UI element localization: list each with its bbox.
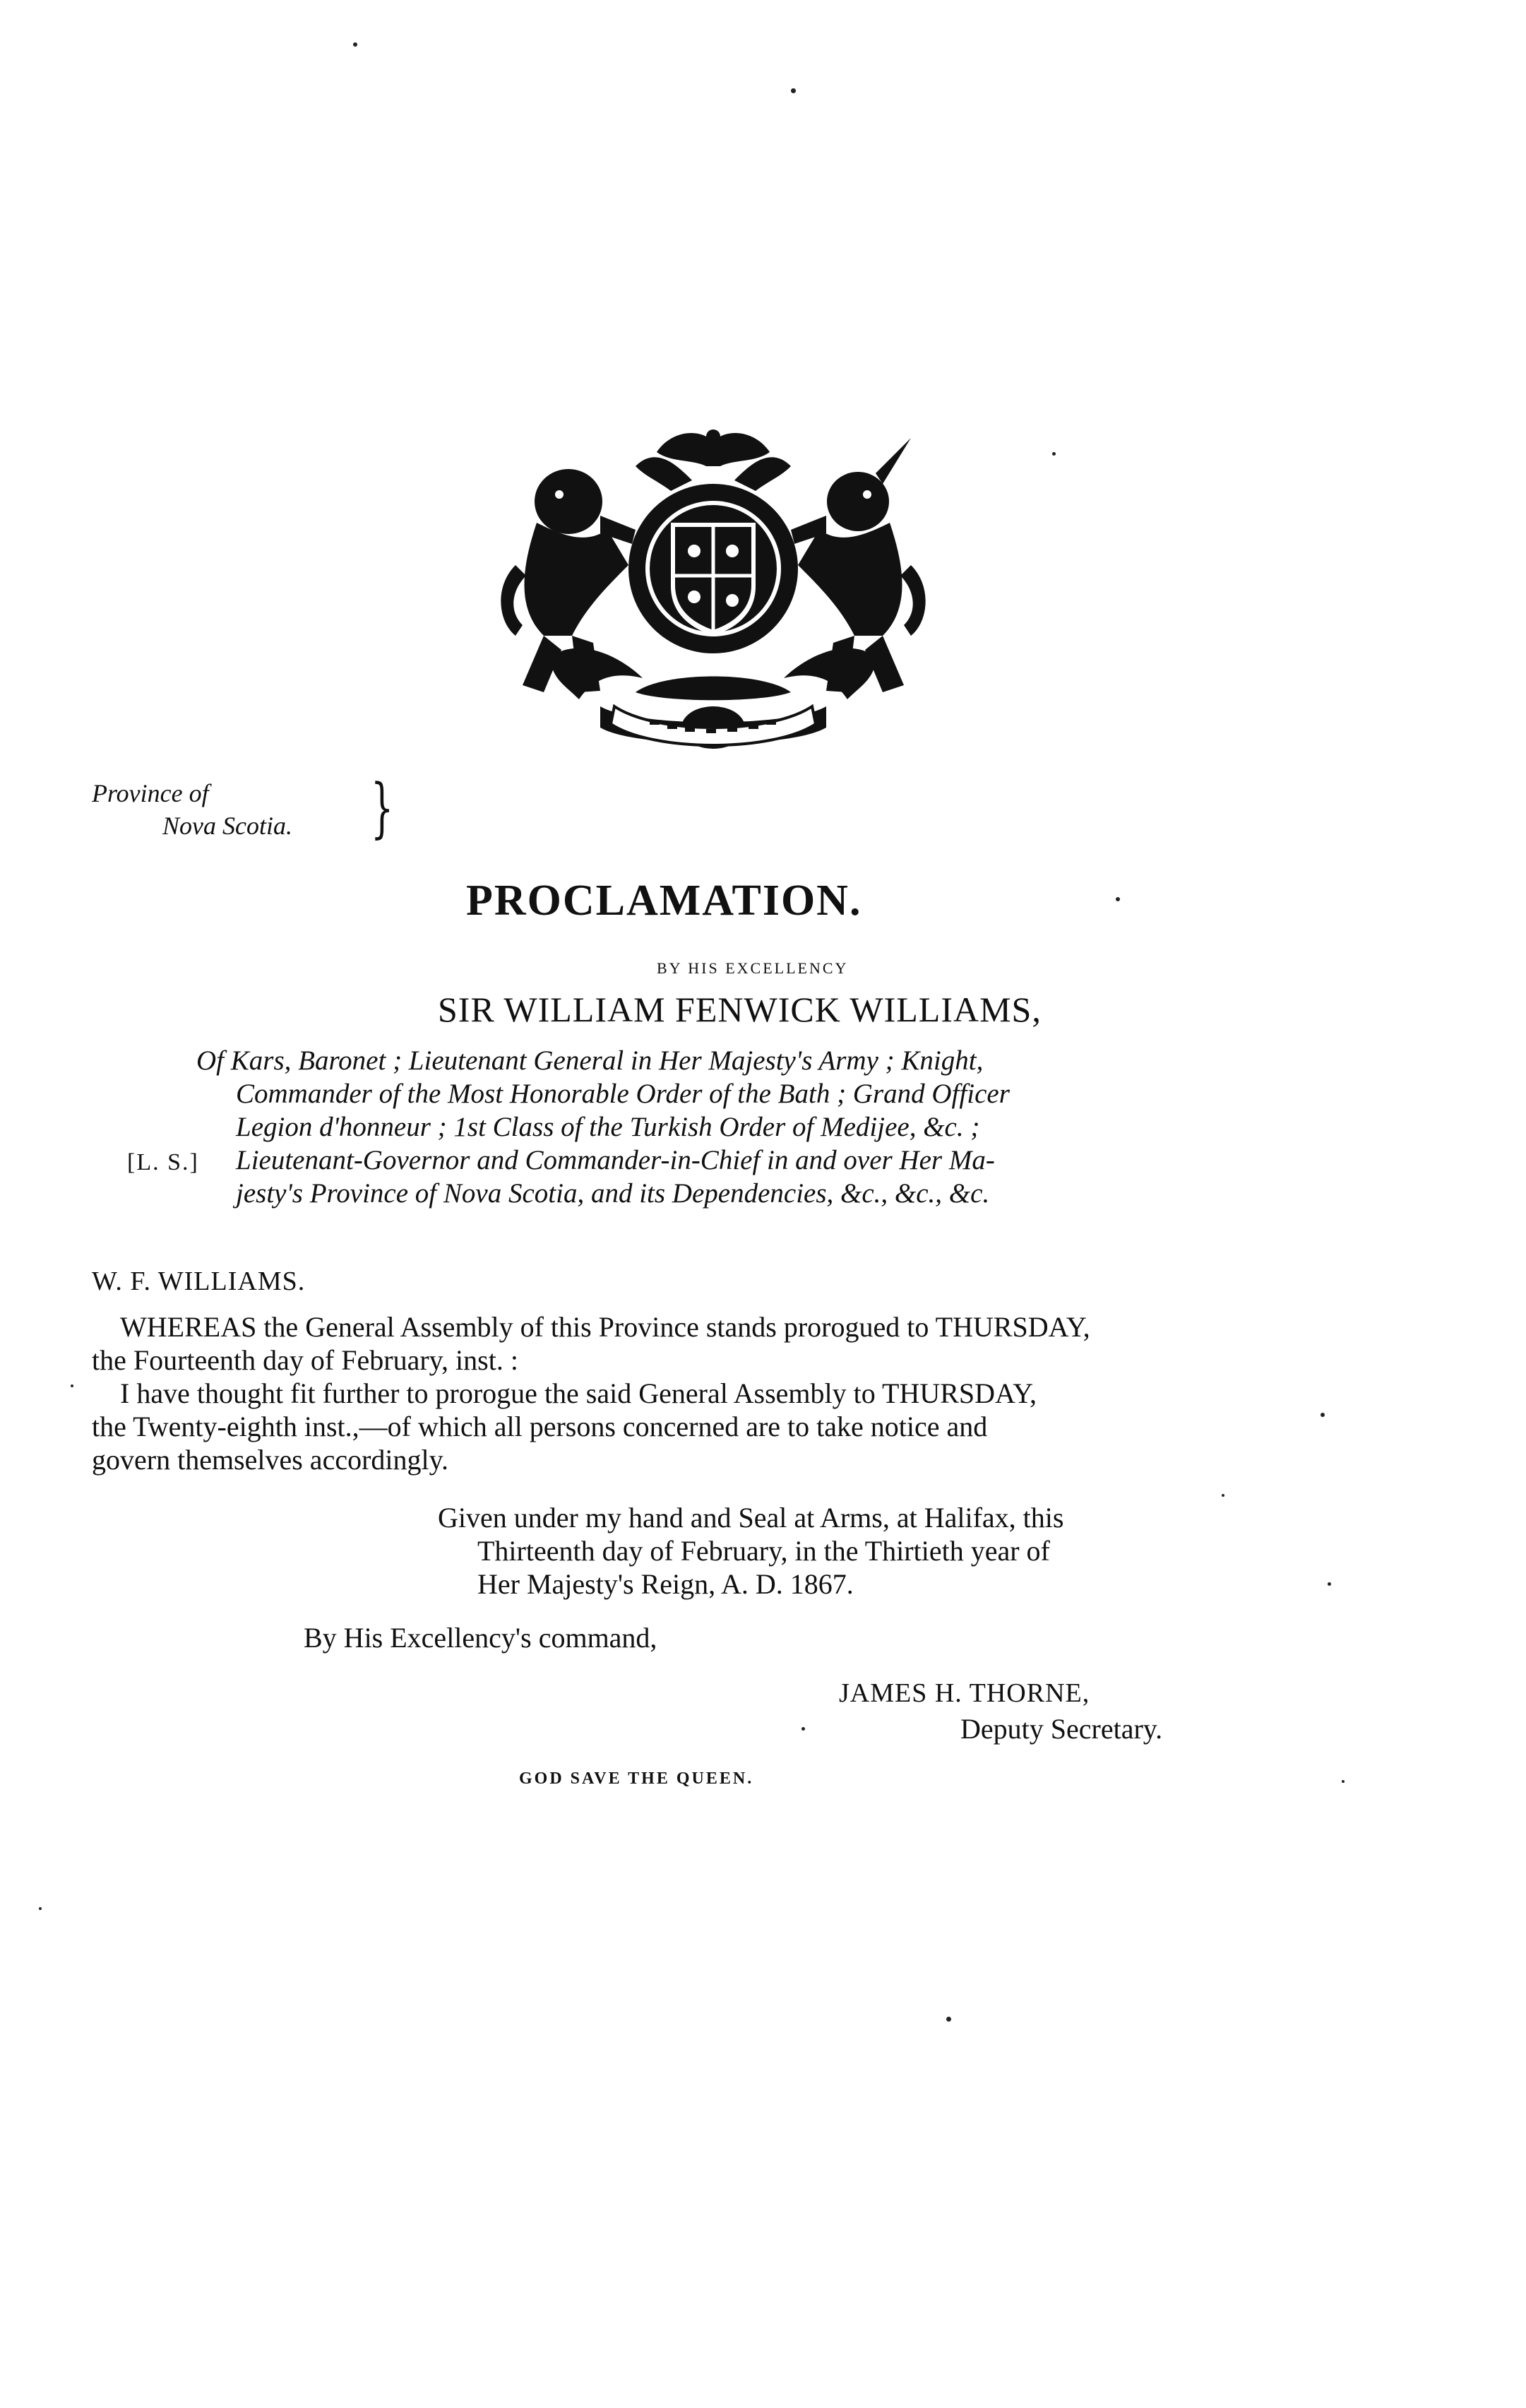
styles-line: Lieutenant-Governor and Commander-in-Chief in and over Her Ma-: [236, 1145, 995, 1175]
body-line: WHEREAS the General Assembly of this Province stands prorogued to THURSDAY,: [120, 1311, 1090, 1343]
styles-line: Commander of the Most Honorable Order of the Bath ; Grand Officer: [236, 1079, 1010, 1109]
secretary-name: JAMES H. THORNE,: [839, 1678, 1090, 1708]
province-line-1: Province of: [92, 779, 209, 807]
given-clause: [438, 1501, 1063, 1601]
proclamation-body: [92, 1310, 1264, 1476]
given-line: Given under my hand and Seal at Arms, at Halifax, this: [438, 1502, 1064, 1534]
given-line: Thirteenth day of February, in the Thirtieth year of: [477, 1535, 1050, 1567]
closing-line: GOD SAVE THE QUEEN.: [519, 1769, 754, 1788]
scan-speck: [1321, 1413, 1325, 1417]
scan-speck: [1116, 897, 1120, 901]
scan-speck: [946, 2017, 951, 2022]
styles-line: jesty's Province of Nova Scotia, and its Dependencies, &c., &c., &c.: [236, 1178, 990, 1209]
secretary-title: Deputy Secretary.: [960, 1713, 1163, 1745]
scan-speck: [1328, 1582, 1331, 1586]
by-command-line: By His Excellency's command,: [304, 1622, 657, 1654]
province-heading: [92, 777, 292, 842]
given-line: Her Majesty's Reign, A. D. 1867.: [477, 1568, 854, 1600]
royal-coat-of-arms-icon: [494, 424, 932, 763]
governor-name: SIR WILLIAM FENWICK WILLIAMS,: [438, 990, 1042, 1029]
scan-speck: [1222, 1494, 1224, 1497]
by-his-excellency: BY HIS EXCELLENCY: [657, 959, 849, 977]
governor-styles: [196, 1044, 1270, 1210]
styles-line: Of Kars, Baronet ; Lieutenant General in Her Majesty's Army ; Knight,: [196, 1045, 984, 1076]
body-line: the Fourteenth day of February, inst. :: [92, 1344, 518, 1376]
governor-signature: W. F. WILLIAMS.: [92, 1267, 306, 1296]
scan-speck: [39, 1907, 42, 1910]
proclamation-title: PROCLAMATION.: [466, 877, 862, 925]
scan-speck: [353, 42, 357, 47]
styles-line: Legion d'honneur ; 1st Class of the Turkish Order of Medijee, &c. ;: [236, 1112, 980, 1142]
scan-speck: [1052, 452, 1056, 456]
scan-speck: [791, 88, 796, 93]
body-line: I have thought fit further to prorogue the said General Assembly to THURSDAY,: [120, 1377, 1037, 1409]
curly-brace-icon: }: [371, 770, 394, 846]
scan-speck: [71, 1384, 73, 1387]
body-line: govern themselves accordingly.: [92, 1444, 449, 1476]
seal-mark: [L. S.]: [127, 1149, 199, 1175]
scan-speck: [801, 1727, 805, 1731]
scan-speck: [1342, 1780, 1345, 1783]
body-line: the Twenty-eighth inst.,—of which all persons concerned are to take notice and: [92, 1411, 988, 1442]
province-line-2: Nova Scotia.: [162, 812, 292, 840]
